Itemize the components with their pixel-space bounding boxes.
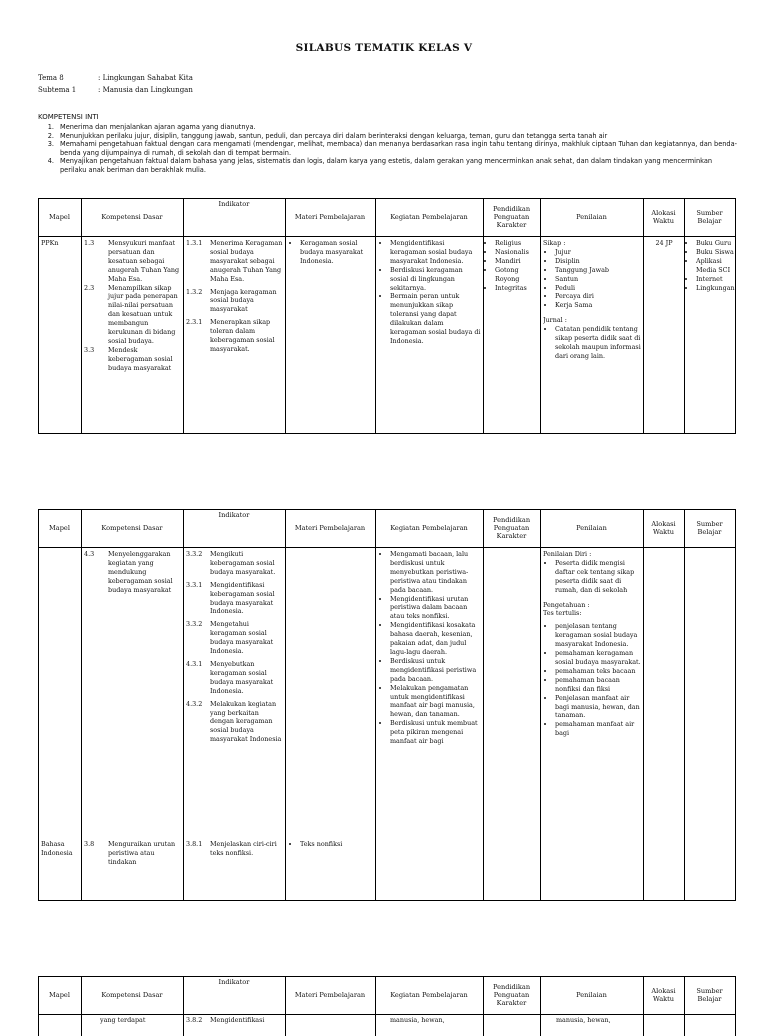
header-kd: Kompetensi Dasar <box>101 524 163 532</box>
indikator-num: 3.3.1 <box>186 580 203 589</box>
indikator-item <box>186 550 283 577</box>
ppk-item: • Gotong Royong <box>495 266 539 284</box>
jurnal-item: • Catatan pendidik tentang sikap peserta didik saat di sekolah maupun informasi dari orang lain. <box>555 325 641 361</box>
penilaian-item: • Disiplin <box>555 257 641 266</box>
sumber-item: • Lingkungan <box>696 284 734 293</box>
ki-text: Memahami pengetahuan faktual dengan cara mengamati (mendengar, melihat, membaca) dan menanya berdasarkan rasa ingin tahu tentang dirinya, makhluk ciptaan Tuhan dan kegiatannya, dan benda-benda yang dijumpainya di rumah, di sekolah dan di tempat bermain. <box>60 140 738 157</box>
indikator-item <box>186 620 283 656</box>
header-indikator: Indikator <box>218 200 250 208</box>
penilaian-item: • Kerja Sama <box>555 301 641 310</box>
tes-item: • Penjelasan manfaat air bagi manusia, hewan, dan tanaman. <box>555 694 641 721</box>
ppk-item: • Religius <box>495 239 539 248</box>
indikator-text: Menjelaskan ciri-ciri teks nonfiksi. <box>210 840 277 857</box>
penilaian-item: • Santun <box>555 275 641 284</box>
kd-text: Mensyukuri manfaat persatuan dan kesatuan sebagai anugerah Tuhan Yang Maha Esa. <box>108 239 180 283</box>
kegiatan-item: • Berdiskusi untuk membuat peta pikiran mengenai manfaat air bagi <box>390 719 481 746</box>
kd-item <box>84 550 181 595</box>
kd-text: Mendesk keberagaman sosial budaya masyarakat <box>108 345 173 372</box>
header-kd: Kompetensi Dasar <box>101 991 163 999</box>
kd2-cell <box>84 840 181 867</box>
ki-list <box>38 123 738 175</box>
ki-text: Menyajikan pengetahuan faktual dalam bahasa yang jelas, sistematis dan logis, dalam karya yang estetis, dalam gerakan yang mencerminkan anak sehat, dan dalam tindakan yang mencerminkan perilaku anak beriman dan berakhlak mulia. <box>60 157 713 174</box>
meta-subtema-key: Subtema 1 <box>38 86 77 94</box>
header-penilaian: Penilaian <box>576 524 607 532</box>
materi-item: • Keragaman sosial budaya masyarakat Indonesia. <box>300 239 373 266</box>
indikator-item <box>186 239 283 284</box>
sumber-cell <box>686 239 734 292</box>
indikator-text: Menerima Keragaman sosial budaya masyarakat sebagai anugerah Tuhan Yang Maha Esa. <box>210 239 283 283</box>
kegiatan-cell <box>378 239 481 431</box>
penilaian-item: • Peduli <box>555 284 641 293</box>
meta-tema-value: : Lingkungan Sahabat Kita <box>98 74 193 82</box>
header-sumber: Sumber Belajar <box>696 209 723 225</box>
mapel-cell: PPKn <box>41 239 59 247</box>
header-kegiatan: Kegiatan Pembelajaran <box>390 991 468 999</box>
header-indikator: Indikator <box>218 978 250 986</box>
kegiatan-item: • Berdiskusi keragaman sosial di lingkungan sekitarnya. <box>390 266 481 293</box>
indikator-item <box>186 660 283 696</box>
indikator-text: Mengidentifikasi <box>210 1016 265 1024</box>
indikator-text: Mengikuti keberagaman sosial budaya masyarakat. <box>210 550 276 576</box>
ki-num: 4. <box>47 157 54 166</box>
ki-heading: KOMPETENSI INTI <box>38 113 99 121</box>
header-indikator: Indikator <box>218 511 250 519</box>
header-alokasi: Alokasi Waktu <box>651 209 676 225</box>
header-materi: Materi Pembelajaran <box>294 213 366 221</box>
ki-num: 1. <box>47 123 54 131</box>
ppk-cell <box>485 239 539 292</box>
indikator-num: 3.3.2 <box>186 550 203 558</box>
kegiatan-cell: manusia, hewan, <box>390 1016 445 1024</box>
header-ppk: Pendidikan Penguatan Karakter <box>492 205 531 229</box>
kd-num: 2.3 <box>84 283 95 292</box>
kd-num: 3.3 <box>84 345 95 354</box>
header-sumber: Sumber Belajar <box>696 520 723 536</box>
kegiatan-item: • Mengidentifikasi keragaman sosial budaya masyarakat Indonesia. <box>390 239 481 266</box>
sumber-item: • Internet <box>696 275 734 284</box>
indikator-num: 2.3.1 <box>186 318 203 327</box>
tes-item: • pemahaman teks bacaan <box>555 667 641 676</box>
header-mapel: Mapel <box>49 524 70 532</box>
penilaian-diri-item: • Peserta didik mengisi daftar cek tentang sikap peserta didik saat di rumah, dan di sekolah <box>555 559 641 595</box>
materi-cell <box>288 239 373 266</box>
kd-text: Menyelenggarakan kegiatan yang mendukung keberagaman sosial budaya masyarakat <box>108 550 173 594</box>
indikator-item <box>186 581 283 617</box>
tes-item: • pemahaman keragaman sosial budaya masyarakat. <box>555 649 641 667</box>
kegiatan-item: • Mengidentifikasi urutan peristiwa dalam bacaan atau teks nonfiksi. <box>390 595 481 622</box>
page-title: SILABUS TEMATIK KELAS V <box>295 42 473 54</box>
meta-subtema-value: : Manusia dan Lingkungan <box>98 86 193 94</box>
indikator-item <box>186 318 283 354</box>
indikator-text: Menjaga keragaman sosial budaya masyarakat <box>210 287 277 314</box>
indikator-item <box>186 840 283 858</box>
indikator-num: 4.3.1 <box>186 659 203 668</box>
syllabus-table-3 <box>38 976 736 1036</box>
header-mapel: Mapel <box>49 991 70 999</box>
indikator-num: 1.3.1 <box>186 239 203 247</box>
syllabus-table-1 <box>38 198 736 434</box>
kd-cell: yang terdapat <box>100 1016 146 1024</box>
penilaian-item: • Jujur <box>555 248 641 257</box>
ki-num: 3. <box>47 140 54 149</box>
indikator2-cell <box>186 840 283 858</box>
indikator-num: 4.3.2 <box>186 699 203 708</box>
indikator-cell <box>186 550 283 850</box>
ki-item <box>38 157 738 174</box>
tes-item: • pemahaman bacaan nonfiksi dan fiksi <box>555 676 641 694</box>
header-alokasi: Alokasi Waktu <box>651 987 676 1003</box>
header-sumber: Sumber Belajar <box>696 987 723 1003</box>
header-penilaian: Penilaian <box>576 991 607 999</box>
ppk-item: • Nasionalis <box>495 248 539 257</box>
ppk-item: • Mandiri <box>495 257 539 266</box>
penilaian-cell: manusia, hewan, <box>556 1016 611 1024</box>
header-materi: Materi Pembelajaran <box>294 991 366 999</box>
ppk-item: • Integritas <box>495 284 539 293</box>
indikator-num: 3.3.2 <box>186 620 203 629</box>
indikator-text: Melakukan kegiatan yang berkaitan dengan keragaman sosial budaya masyarakat Indonesia <box>210 699 282 744</box>
kd-item <box>84 840 181 867</box>
indikator-num: 3.8.2 <box>186 1016 203 1024</box>
penilaian-item: • Percaya diri <box>555 292 641 301</box>
ki-num: 2. <box>47 131 54 140</box>
mapel2-cell: Bahasa Indonesia <box>41 840 73 857</box>
kd-text: Menguraikan urutan peristiwa atau tindakan <box>108 840 176 866</box>
indikator-num: 3.8.1 <box>186 840 203 848</box>
kd-cell <box>84 550 181 595</box>
tes-heading: Tes tertulis: <box>543 609 582 618</box>
sumber-item: • Buku Guru <box>696 239 734 248</box>
kd-item <box>84 239 181 284</box>
header-kegiatan: Kegiatan Pembelajaran <box>390 213 468 221</box>
indikator-cell <box>186 239 283 431</box>
header-ppk: Pendidikan Penguatan Karakter <box>492 983 531 1007</box>
header-materi: Materi Pembelajaran <box>294 524 366 532</box>
kegiatan-item: • Mengamati bacaan, lalu berdiskusi untuk menyebutkan peristiwa-peristiwa atau tindakan pada bacaan. <box>390 550 481 595</box>
kd-item <box>84 346 181 373</box>
materi2-cell <box>288 840 373 849</box>
kegiatan-item: • Melakukan pengamatan untuk mengidentifikasi manfaat air bagi manusia, hewan, dan tanaman. <box>390 684 481 720</box>
header-kegiatan: Kegiatan Pembelajaran <box>390 524 468 532</box>
kegiatan-item: • Berdiskusi untuk mengidentifikasi peristiwa pada bacaan. <box>390 657 481 684</box>
header-mapel: Mapel <box>49 213 70 221</box>
meta-tema-key: Tema 8 <box>38 74 64 82</box>
sumber-item: • Aplikasi Media SCI <box>696 257 734 275</box>
indikator-text: Mengetahui keragaman sosial budaya masyarakat Indonesia. <box>210 620 274 656</box>
kegiatan-item: • Bermain peran untuk menunjukkan sikap toleransi yang dapat dilakukan dalam keragaman sosial budaya di Indonesia. <box>390 292 481 345</box>
pengetahuan-heading: Pengetahuan : <box>543 600 590 609</box>
materi-item: • Teks nonfiksi <box>300 840 373 849</box>
kd-item <box>84 284 181 346</box>
kd-cell <box>84 239 181 431</box>
indikator-text: Mengidentifikasi keberagaman sosial budaya masyarakat Indonesia. <box>210 580 275 616</box>
header-alokasi: Alokasi Waktu <box>651 520 676 536</box>
sumber-item: • Buku Siswa <box>696 248 734 257</box>
kd-num: 3.8 <box>84 840 95 848</box>
tes-item: • penjelasan tentang keragaman sosial budaya masyarakat Indonesia. <box>555 622 641 649</box>
penilaian-item: • Tanggung Jawab <box>555 266 641 275</box>
meta-subtema <box>38 86 193 94</box>
kd-num: 1.3 <box>84 239 95 247</box>
ki-item <box>38 123 738 132</box>
kd-text: Menampilkan sikap jujur pada penerapan nilai-nilai persatuan dan kesatuan untuk membangun kerukunan di bidang sosial budaya. <box>108 283 178 345</box>
ki-text: Menerima dan menjalankan ajaran agama yang dianutnya. <box>60 123 256 131</box>
indikator-text: Menerapkan sikap toleran dalam keberagaman sosial masyarakat. <box>210 318 275 353</box>
header-kd: Kompetensi Dasar <box>101 213 163 221</box>
tes-item: • pemahaman manfaat air bagi <box>555 720 641 738</box>
syllabus-table-2 <box>38 509 736 901</box>
ki-item <box>38 140 738 157</box>
kegiatan-cell <box>378 550 481 898</box>
kd-num: 4.3 <box>84 550 95 558</box>
indikator-num: 1.3.2 <box>186 287 203 296</box>
alokasi-cell: 24 JP <box>655 239 673 247</box>
penilaian-cell <box>543 550 641 898</box>
header-penilaian: Penilaian <box>576 213 607 221</box>
indikator-text: Menyebutkan keragaman sosial budaya masyarakat Indonesia. <box>210 659 274 695</box>
kegiatan-item: • Mengidentifikasi kosakata bahasa daerah, kesenian, pakaian adat, dan judul lagu-lagu daerah. <box>390 621 481 657</box>
ki-text: Menunjukkan perilaku jujur, disiplin, tanggung jawab, santun, peduli, dan percaya diri dalam berinteraksi dengan keluarga, teman, guru dan tetangga serta tanah air <box>60 131 608 140</box>
indikator-item <box>186 700 283 745</box>
penilaian-sikap-heading: Sikap : <box>543 239 566 247</box>
header-ppk: Pendidikan Penguatan Karakter <box>492 516 531 540</box>
meta-tema <box>38 74 193 82</box>
penilaian-cell <box>543 239 641 431</box>
ki-item <box>38 132 738 141</box>
penilaian-diri-heading: Penilaian Diri : <box>543 550 592 558</box>
indikator-item <box>186 288 283 315</box>
jurnal-heading: Jurnal : <box>543 316 567 325</box>
